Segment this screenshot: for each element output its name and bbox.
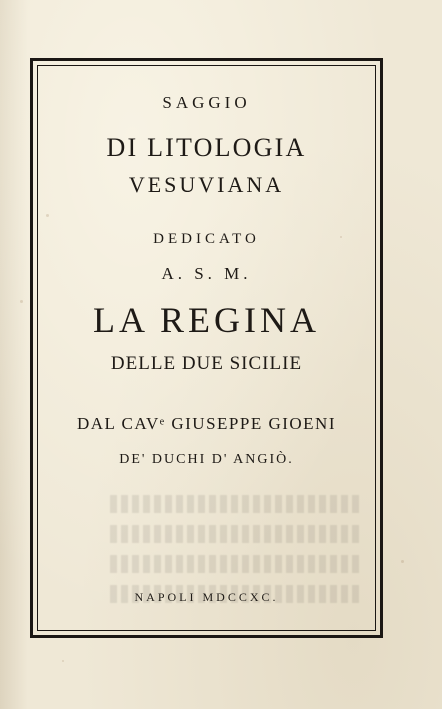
foxing-spot <box>401 560 404 563</box>
recipient-realm-line: DELLE DUE SICILIE <box>110 353 303 374</box>
foxing-spot <box>62 660 64 662</box>
honorific-line: A. S. M. <box>161 264 252 283</box>
dedication-line: DEDICATO <box>153 231 260 247</box>
title-line-litologia: DI LITOLOGIA <box>106 133 307 162</box>
author-line: DAL CAVᵉ GIUSEPPE GIOENI <box>76 414 336 433</box>
recipient-line: LA REGINA <box>93 300 320 340</box>
imprint-line: NAPOLI MDCCXC. <box>134 590 279 604</box>
title-line-vesuviana: VESUVIANA <box>128 172 285 197</box>
foxing-spot <box>20 300 23 303</box>
title-line-saggio: SAGGIO <box>162 93 251 112</box>
author-family-line: DE' DUCHI D' ANGIÒ. <box>119 452 294 467</box>
